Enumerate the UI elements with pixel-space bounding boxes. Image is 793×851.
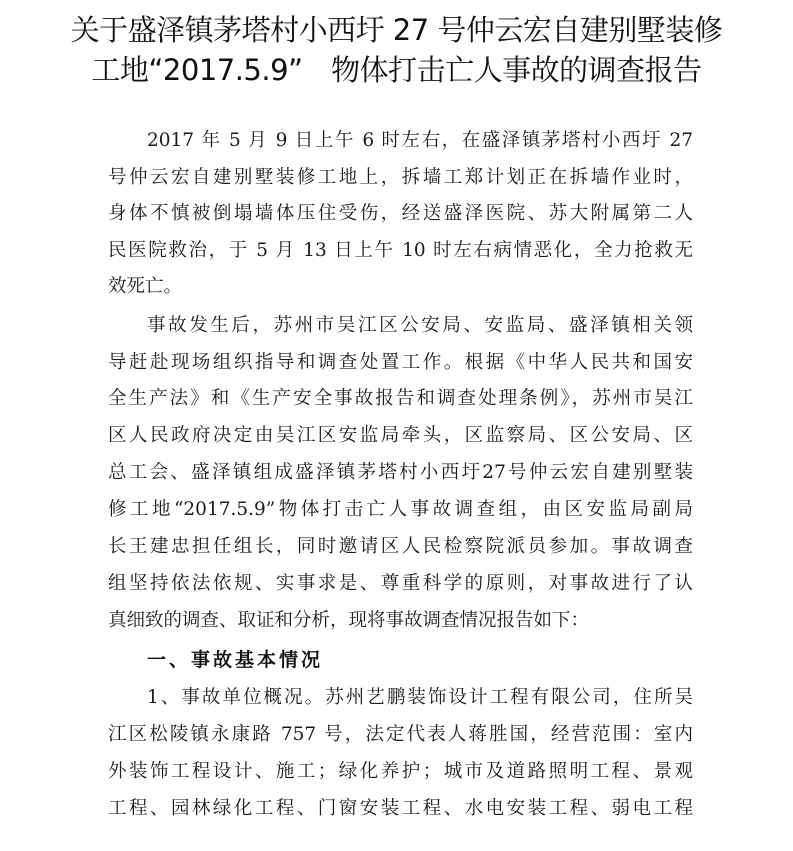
section-heading: 一、事故基本情况 [147,649,324,671]
report-title-line-2: 工地“2017.5.9” 物体打击亡人事故的调查报告 [91,53,702,87]
section-paragraph-line-2: 江区松陵镇永康路 757 号，法定代表人蒋胜国，经营范围：室内 [108,724,693,745]
section-paragraph-line-4: 工程、园林绿化工程、门窗安装工程、水电安装工程、弱电工程 [108,798,693,819]
section-paragraph-line-3: 外装饰工程设计、施工；绿化养护；城市及道路照明工程、景观 [108,761,693,782]
paragraph-2-line-2: 导赶赴现场组织指导和调查处置工作。根据《中华人民共和国安 [108,352,693,373]
paragraph-2-line-8: 组坚持依法依规、实事求是、尊重科学的原则，对事故进行了认 [108,573,693,594]
paragraph-2-line-1: 事故发生后，苏州市吴江区公安局、安监局、盛泽镇相关领 [147,315,693,336]
paragraph-2-line-7: 长王建忠担任组长，同时邀请区人民检察院派员参加。事故调查 [108,536,693,557]
paragraph-1-line-4: 民医院救治，于 5 月 13 日上午 10 时左右病情恶化，全力抢救无 [108,240,693,261]
paragraph-2-line-9: 真细致的调查、取证和分析，现将事故调查情况报告如下： [108,610,590,631]
paragraph-2-line-4: 区人民政府决定由吴江区安监局牵头，区监察局、区公安局、区 [108,425,693,446]
paragraph-1-line-2: 号仲云宏自建别墅装修工地上，拆墙工郑计划正在拆墙作业时， [108,167,693,188]
paragraph-2-line-3: 全生产法》和《生产安全事故报告和调查处理条例》，苏州市吴江 [108,388,693,409]
paragraph-1-line-1: 2017 年 5 月 9 日上午 6 时左右，在盛泽镇茅塔村小西圩 27 [147,130,693,151]
paragraph-2-line-6: 修工地“2017.5.9”物体打击亡人事故调查组，由区安监局副局 [108,499,693,520]
paragraph-2-line-5: 总工会、盛泽镇组成盛泽镇茅塔村小西圩27号仲云宏自建别墅装 [108,462,693,483]
paragraph-1-line-3: 身体不慎被倒塌墙体压住受伤，经送盛泽医院、苏大附属第二人 [108,203,693,224]
report-title-line-1: 关于盛泽镇茅塔村小西圩 27 号仲云宏自建别墅装修 [70,13,723,47]
paragraph-1-line-5: 效死亡。 [108,276,183,297]
section-paragraph-line-1: 1、事故单位概况。苏州艺鹏装饰设计工程有限公司，住所吴 [147,687,693,708]
